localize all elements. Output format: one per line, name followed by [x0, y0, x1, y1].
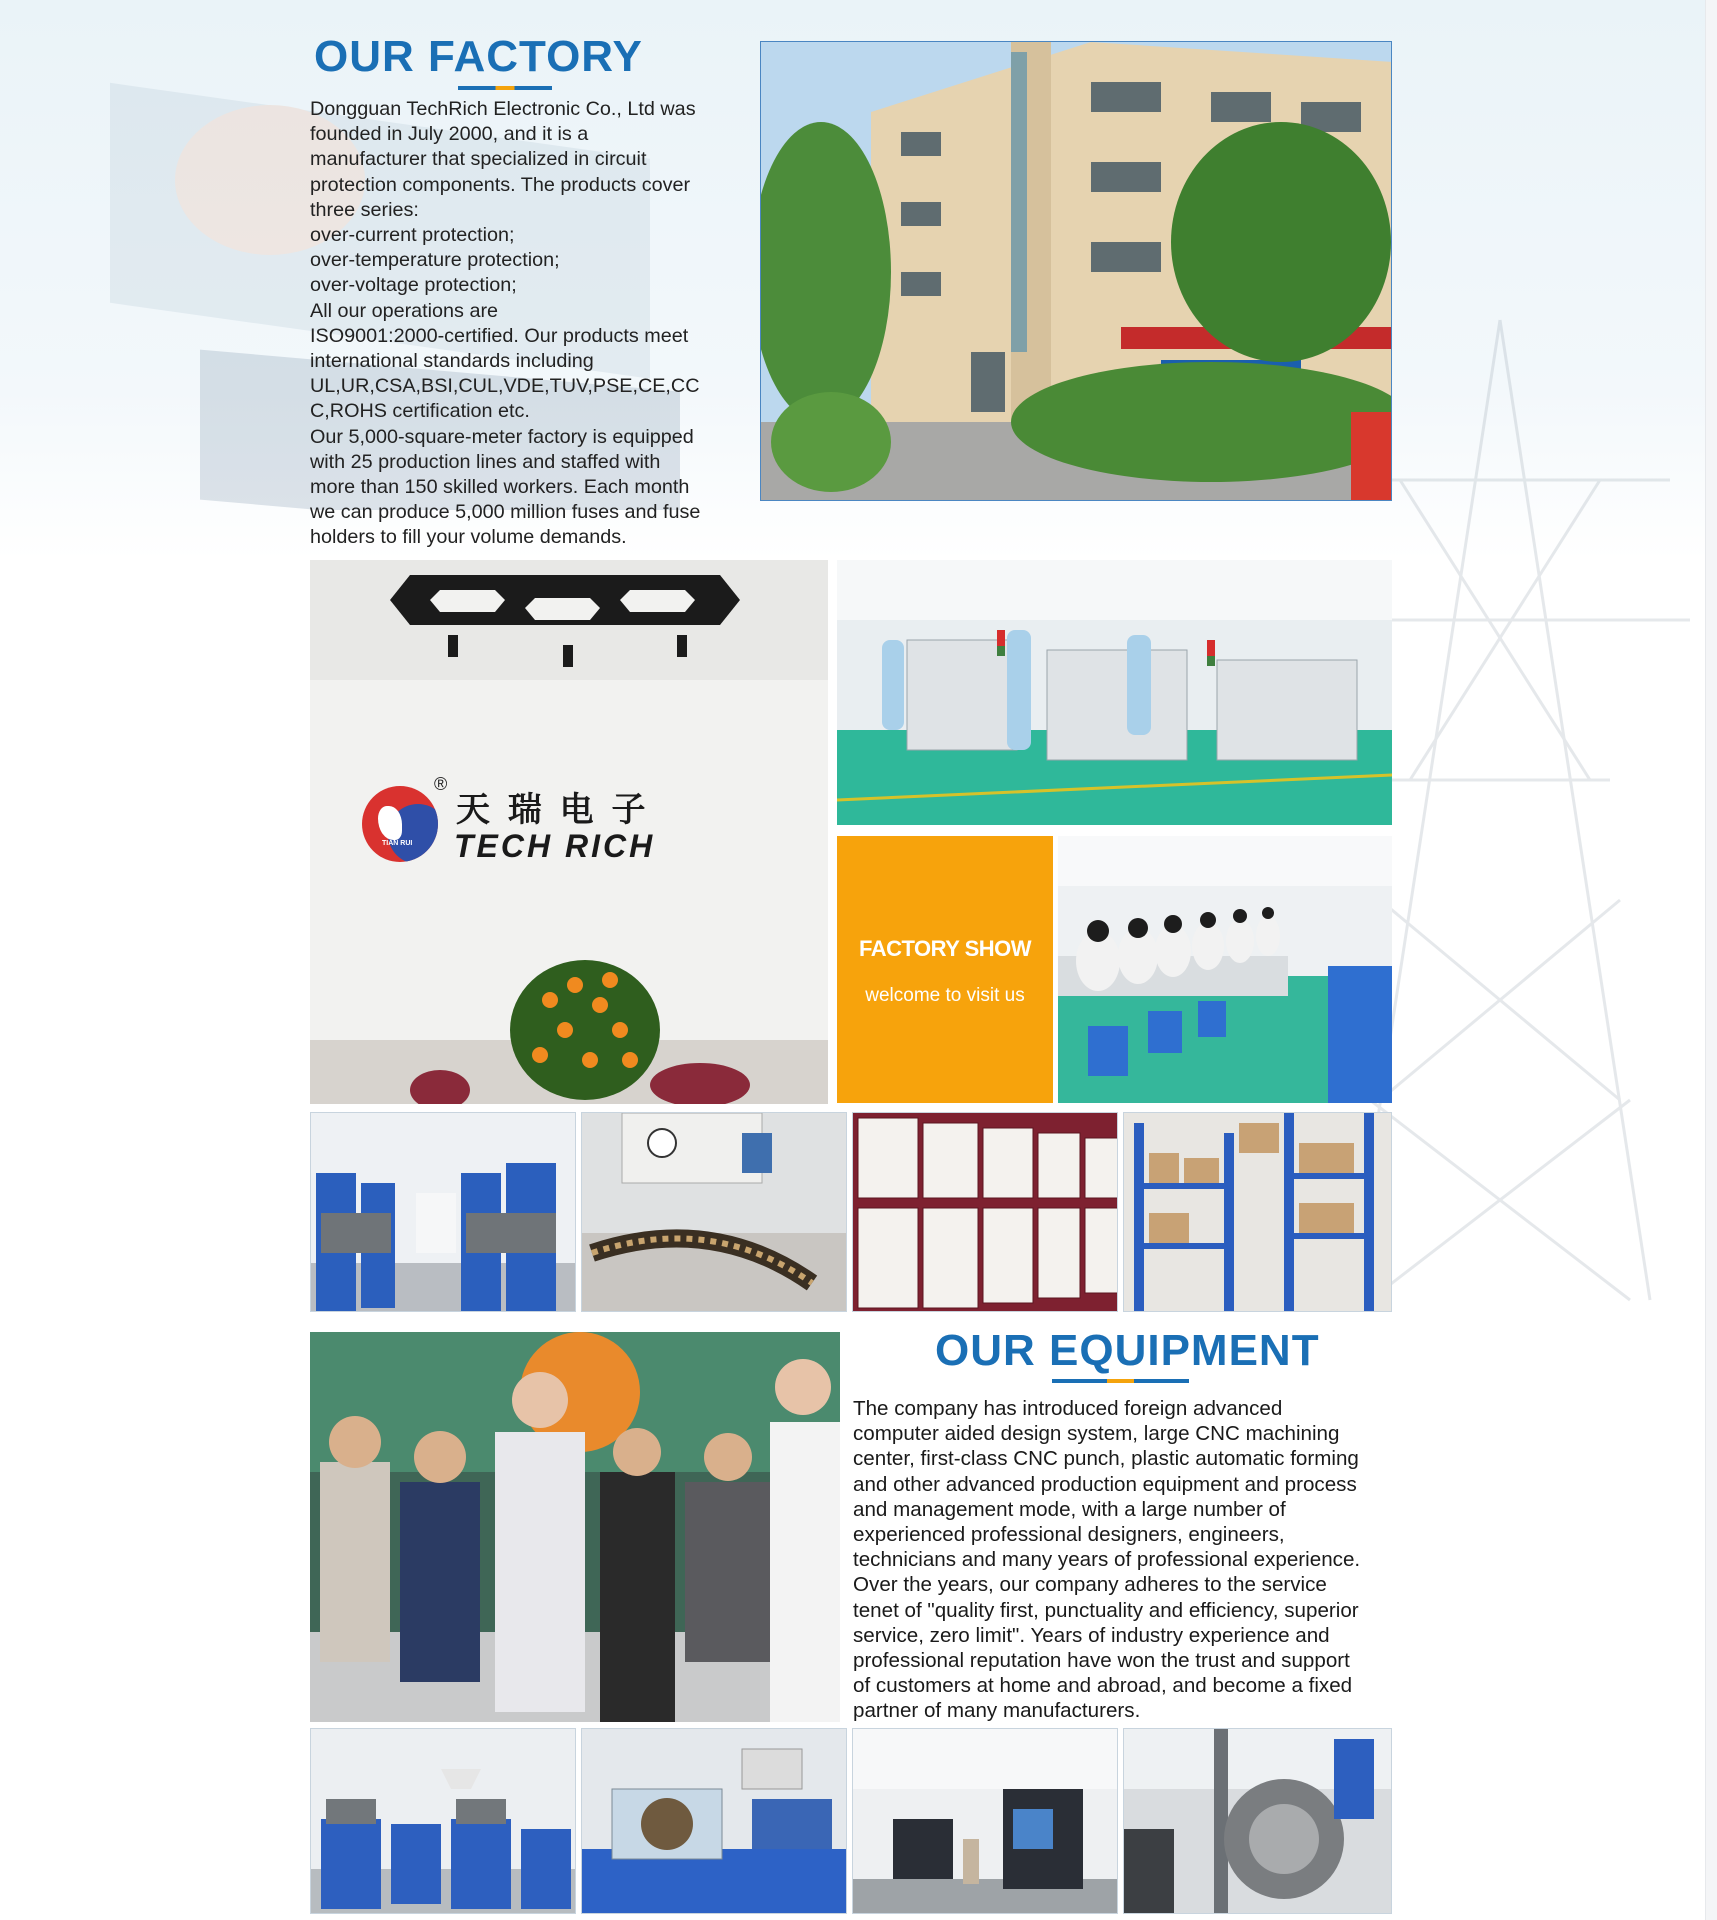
factory-show-title: FACTORY SHOW [858, 936, 1032, 961]
cnc-machining-center-photo [852, 1728, 1118, 1914]
techrich-logo-mark [362, 786, 438, 862]
fuse-machine-photo [581, 1112, 847, 1312]
logo-english-name: TECH RICH [454, 828, 656, 864]
certificates-wall-photo [852, 1112, 1118, 1312]
winding-machine-photo [581, 1728, 847, 1914]
equipment-heading-underline [1052, 1379, 1189, 1383]
logo-chinese-name: 天 瑞 电 子 [456, 790, 649, 830]
factory-heading: OUR FACTORY [314, 32, 643, 81]
automatic-assembly-machine-photo [1123, 1728, 1392, 1914]
equipment-workshop-photo [310, 1728, 576, 1914]
warehouse-shelves-photo [1123, 1112, 1392, 1312]
factory-heading-underline [458, 86, 552, 90]
equipment-heading: OUR EQUIPMENT [935, 1326, 1320, 1375]
workshop-cleanroom-photo [837, 560, 1392, 825]
production-line-photo [310, 1112, 576, 1312]
logo-badge-text: TIAN RUI [382, 840, 413, 847]
logo-registered-mark: ® [434, 774, 448, 794]
assembly-workers-photo [1058, 836, 1392, 1103]
page-right-edge [1705, 0, 1717, 1920]
team-group-photo [310, 1332, 840, 1722]
factory-show-panel [837, 836, 1053, 1103]
reception-logo-wall-photo [310, 560, 828, 1104]
factory-description: Dongguan TechRich Electronic Co., Ltd was founded in July 2000, and it is a manufacturer that specialized in circuit protection components. The products cover three series: over-current protection; over-temperature protection; over-voltage protection; All our operations are ISO9001:2000-certified. Our products meet international standards including UL,UR,CSA,BSI,CUL,VDE,TUV,PSE,CE,CC C,ROHS certification etc. Our 5,000-square-meter factory is equipped with 25 production lines and staffed with more than 150 skilled workers. Each month we can produce 5,000 million fuses and fuse holders to fill your volume demands. [310, 98, 701, 549]
factory-show-subtitle: welcome to visit us [865, 985, 1025, 1006]
equipment-description: The company has introduced foreign advanced computer aided design system, large CNC machining center, first-class CNC punch, plastic automatic forming and other advanced production equipment and process and management mode, with a large number of experienced professional designers, engineers, technicians and many years of professional experience. Over the years, our company adheres to the service tenet of "quality first, punctuality and efficiency, superior service, zero limit". Years of industry experience and professional reputation have won the trust and support of customers at home and abroad, and become a fixed partner of many manufacturers. [853, 1397, 1361, 1723]
factory-building-photo [760, 41, 1392, 501]
